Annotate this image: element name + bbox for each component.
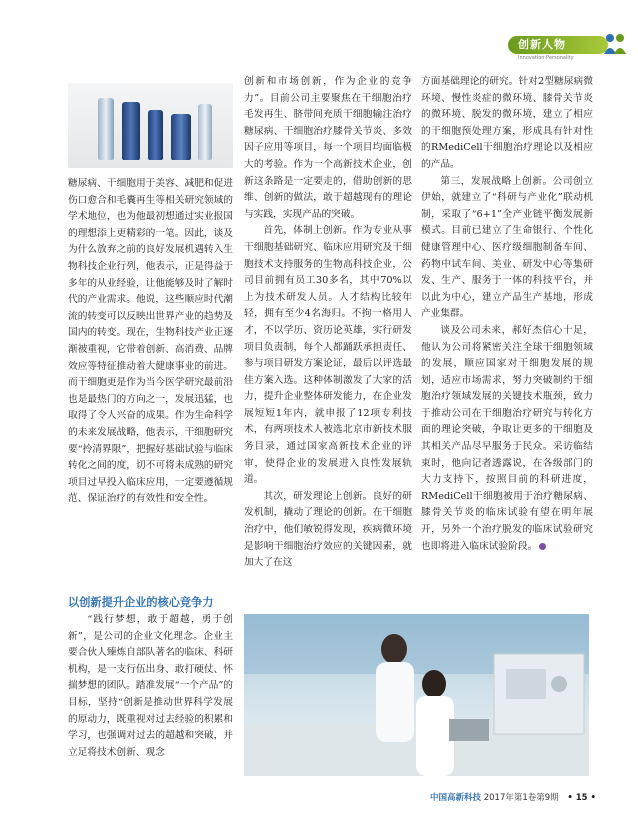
paragraph: 第三，发展战略上创新。公司创立伊始，就建立了“科研与产业化”联动机制，采取了“6+1”全产业链平衡发展新模式。目前已建立了生命银行、个性化健康管理中心、医疗级细胞制备车间、药物中试车间、美业、研发中心等集研发、生产、服务于一体的科技平台，并以此为中心，建立产品生产基地，形成产业集群。 (421, 175, 593, 320)
bottle (148, 110, 163, 160)
paragraph: “践行梦想，敢于超越，勇于创新”，是公司的企业文化理念。企业主要合伙人臻炼自部队著名的临床、科研机构，是一支行伍出身、敢打硬仗、怀揣梦想的团队。踏准发展“一个产品”的目标，坚持“创新是推动世界科学发展的原动力，既重视对过去经验的积累和学习，也强调对过去的超越和突破，并立足将技术创新、观念 (68, 614, 233, 758)
magazine-name: 中国高新科技 (430, 793, 482, 803)
bottle (171, 114, 191, 160)
paragraph: 方面基础理论的研究。针对2型糖尿病微环境、慢性炎症的微环境、膝骨关节炎的微环境、脱发的微环境，建立了相应的干细胞预处理方案，形成具有针对性的RMediCell干细胞治疗理论以及相应的产品。 (421, 76, 593, 170)
paragraph: 创新和市场创新，作为企业的竞争力”。目前公司主要聚焦在干细胞治疗毛发再生、脐带间充质干细胞输注治疗糖尿病、干细胞治疗膝骨关节炎、多效因子应用等项目，每一个项目均面临极大的考验。作为一个高新技术企业，创新这条路是一定要走的，借助创新的思维、创新的做法，敢于超越现有的理论与实践，实现产品的突破。 (244, 76, 412, 220)
column-1-text (68, 176, 233, 508)
bottle (98, 98, 114, 160)
paragraph (421, 323, 593, 555)
column-2-text (244, 74, 412, 572)
page-footer (430, 791, 596, 803)
lab-researchers-photo (244, 614, 589, 776)
paragraph: 其次，研发理论上创新。良好的研发机制，撬动了理论的创新。在干细胞治疗中，他们敏锐得发现，疾病微环境是影响干细胞治疗效应的关键因素，就加大了在这 (244, 490, 412, 569)
column-3-text (421, 74, 593, 555)
column-1-continued (68, 612, 233, 761)
section-label: 创新人物 (508, 36, 608, 54)
skincare-bottles-photo (68, 83, 233, 168)
end-mark-icon (539, 543, 546, 550)
section-sub-label: Innovation Personality (518, 55, 574, 61)
bottle (122, 102, 140, 160)
paragraph: 糖尿病、干细胞用于美容、减肥和促进伤口愈合和毛囊再生等相关研究领域的学术地位，也为他最初想通过实业报国的理想添上更精彩的一笔。因此，谈及为什么放弃之前的良好发展机遇转入生物科技企业行列，他表示，正是得益于多年的从业经验，让他能够及时了解时代的产业需求。他说，这些顺应时代潮流的转变可以反映出世界产业的趋势及国内的转变。现在，生物科技产业正逐渐被重视，它带着创新、高消费、品牌效应等特征推动着大健康事业的前进。而干细胞更是作为当今医学研究最前沿也是最热门的方向之一，发展迅猛，也取得了令人兴奋的成果。作为生命科学的未来发展战略，他表示，干细胞研究要“拎清界限”，把握好基础试验与临床转化之间的度，切不可将未成熟的研究项目过早投入临床应用，一定要遵循规范、保证治疗的有效性和安全性。 (68, 178, 233, 505)
page-number: • 15 • (567, 793, 596, 803)
people-icon (602, 30, 628, 60)
section-header-logo (508, 30, 628, 60)
paragraph-text: 谈及公司未来，郝好杰信心十足，他认为公司将紧密关注全球干细胞领域的发展，顺应国家对干细胞发展的规划，适应市场需求，努力突破制约干细胞治疗领域发展的关键技术瓶颈，致力于推动公司在干细胞治疗研究与转化方面的理论突破，争取让更多的干细胞及其相关产品尽早服务于民众。采访临结束时，他向记者透露说，在各级部门的大力支持下，按照目前的科研进度，RMediCell干细胞被用于治疗糖尿病、膝骨关节炎的临床试验有望在明年展开，另外一个治疗脱发的临床试验研究也即将进入临床试验阶段。 (421, 324, 593, 552)
paragraph: 首先，体制上创新。作为专业从事干细胞基础研究、临床应用研究及干细胞技术支持服务的生物高科技企业，公司目前拥有员工30多名，其中70%以上为技术研发人员。人才结构比较年轻，拥有至少4名海归。不拘一格用人才，不以学历、资历论英雄，实行研发项目负责制，每个人都踊跃承担责任、参与项目研发方案论证，最后以评选最佳方案入选。这种体制激发了大家的活力，提升企业整体研发能力，在企业发展短短1年内，就申报了12项专利技术，有两项技术人被选北京市新技术服务目录，通过国家高新技术企业的评审，使得企业的发展进入良性发展轨道。 (244, 225, 412, 486)
bottle (198, 104, 212, 160)
section-heading: 以创新提升企业的核心竞争力 (68, 596, 214, 609)
issue-info: 2017年第1卷第9期 (483, 793, 559, 803)
lab-scene-illustration (244, 614, 589, 776)
